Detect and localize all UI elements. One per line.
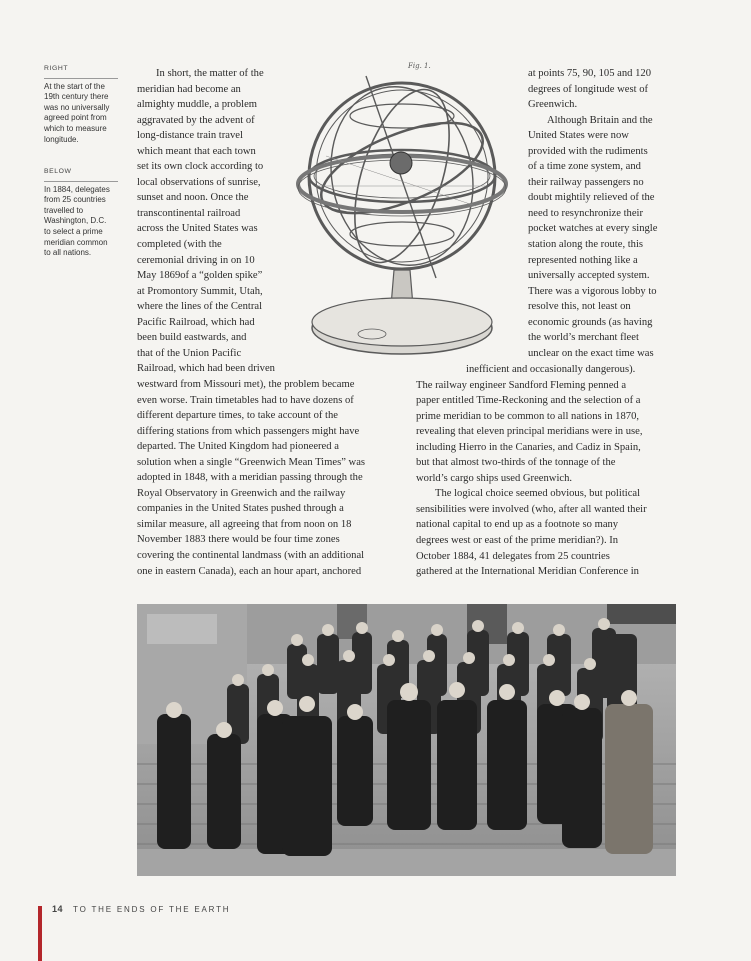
- running-title: TO THE ENDS OF THE EARTH: [73, 905, 231, 914]
- figure-label: Fig. 1.: [408, 62, 431, 70]
- body-column-left-bottom: westward from Missouri met), the problem became even worse. Train timetables had to have dozens of different departure times, to take account of the differing stations from which passengers might have departed. The United Kingdom had pioneered a solution when a single “Greenwich Mean Times” was adopted in 1848, with a meridian passing through the Royal Observatory in Greenwich and the railway companies in the United States pushed through a similar measure, all agreeing that from noon on 18 November 1883 there would be four time zones covering the continental landmass (with an additional one in eastern Canada), each an hour apart, anchored: [137, 379, 366, 577]
- caption-right-heading: RIGHT: [44, 64, 118, 79]
- caption-below-heading: BELOW: [44, 167, 118, 182]
- caption-right: [44, 64, 118, 145]
- delegates-group-photo: [137, 604, 676, 876]
- caption-below: [44, 167, 118, 259]
- body-column-left-top: In short, the matter of the meridian had become an almighty muddle, a problem aggravated by the advent of long-distance train travel which meant that each town set its own clock according to local observations of sunrise, sunset and noon. Once the transcontinental railroad across the United States was completed (with the ceremonial driving in on 10 May 1869of a “golden spike” at Promontory Summit, Utah, where the lines of the Central Pacific Railroad, which had been build eastwards, and that of the Union Pacific Railroad, which had been driven: [137, 68, 275, 375]
- page-number: 14: [52, 904, 64, 914]
- caption-below-text: In 1884, delegates from 25 countries travelled to Washington, D.C. to select a prime meridian common to all nations.: [44, 184, 110, 258]
- armillary-sphere-illustration: [286, 56, 526, 368]
- body-column-right-bottom: inefficient and occasionally dangerous). The railway engineer Sandford Fleming penned a paper entitled Time-Reckoning and the selection of a prime meridian to be common to all nations in 1870, revealing that eleven principal meridians were in use, including Hierro in the Canaries, and Cadiz in Spain, but that almost two-thirds of the tonnage of the world’s cargo ships used Greenwich. The logical choice seemed obvious, but political sensibilities were involved (who, after all wanted their national capital to end up as a footnote so many degrees west or east of the prime meridian?). In October 1884, 41 delegates from 25 countries gathered at the International Meridian Conference in: [416, 364, 647, 578]
- running-footer: [40, 904, 230, 924]
- body-column-right-top: at points 75, 90, 105 and 120 degrees of longitude west of Greenwich. Although Britain and the United States were now provided with the rudiments of a time zone system, and their railway passengers no doubt mightily relieved of the need to resynchronize their pocket watches at every single station along the route, this represented nothing like a universally accepted system. There was a vigorous lobby to resolve this, not least on economic grounds (as having the world’s merchant fleet unclear on the exact time was: [528, 68, 658, 359]
- caption-right-text: At the start of the 19th century there was no universally agreed point from which to measure longitude.: [44, 81, 110, 144]
- photo-scene: [137, 604, 676, 876]
